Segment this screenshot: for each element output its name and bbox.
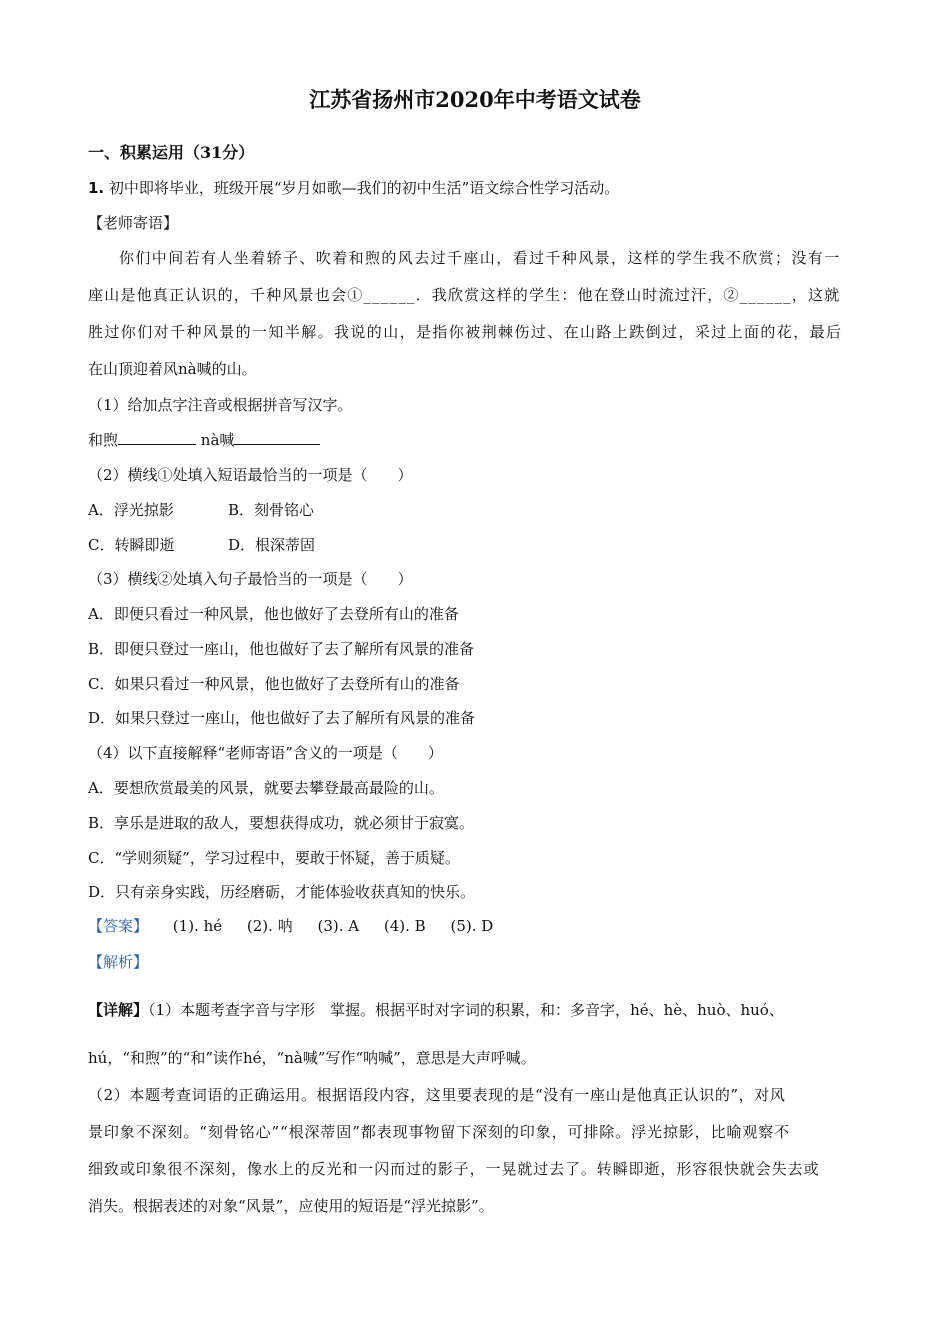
detail-line (88, 1000, 784, 1020)
question-number: 1. (88, 179, 105, 197)
option: B．即便只登过一座山，他也做好了去了解所有风景的准备 (88, 640, 475, 658)
passage-line: 胜过你们对千种风景的一知半解。我说的山，是指你被荆棘伤过、在山路上跌倒过，采过上面的花，最后 (88, 323, 843, 341)
sub-question-3: （3）横线②处填入句子最恰当的一项是（ ） (88, 570, 413, 588)
option: B．享乐是进取的敌人，要想获得成功，就必须甘于寂寞。 (88, 814, 475, 832)
sub-question-4: （4）以下直接解释“老师寄语”含义的一项是（ ） (88, 744, 443, 762)
answer-item: (2). 呐 (246, 917, 293, 935)
answer-blank (234, 430, 320, 445)
explain-line: 细致或印象很不深刻，像水上的反光和一闪而过的影子，一晃就过去了。转瞬即逝，形容很快就会失去或 (88, 1160, 820, 1178)
answer-item: (3). A (317, 917, 360, 935)
detail-text: （1）本题考查字音与字形 掌握。根据平时对字词的积累，和：多音字，hé、hè、huò、huó、 (148, 1001, 784, 1019)
passage-line: 你们中间若有人坐着轿子、吹着和煦的风去过千座山，看过千种风景，这样的学生我不欣赏；没有一 (119, 249, 841, 267)
option: D．根深蒂固 (228, 536, 316, 554)
option: C．“学则须疑”，学习过程中，要敢于怀疑，善于质疑。 (88, 849, 460, 867)
answer-blank (118, 430, 196, 445)
explain-line: （2）本题考查词语的正确运用。根据语段内容，这里要表现的是“没有一座山是他真正认识的”，对风 (88, 1086, 786, 1104)
option: B．刻骨铭心 (228, 501, 315, 519)
answer-row (88, 916, 493, 936)
answer-item: (4). B (383, 917, 426, 935)
option: D．只有亲身实践，历经磨砺，才能体验收获真知的快乐。 (88, 883, 476, 901)
answer-item: (5). D (450, 917, 494, 935)
page-title: 江苏省扬州市2020年中考语文试卷 (309, 87, 641, 112)
fill-label-a: 和煦 (88, 431, 119, 449)
answer-item: (1). hé (172, 917, 223, 935)
option: C．如果只看过一种风景，他也做好了去登所有山的准备 (88, 675, 460, 693)
explain-line: 景印象不深刻。“刻骨铭心”“根深蒂固”都表现事物留下深刻的印象，可排除。浮光掠影，比喻观察不 (88, 1123, 791, 1141)
option: A．浮光掠影 (88, 501, 174, 519)
question-1-stem (88, 178, 619, 198)
fill-blanks-row (88, 430, 320, 450)
detail-label: 【详解】 (88, 1001, 149, 1019)
passage-header: 【老师寄语】 (88, 214, 179, 232)
fill-label-b: nà喊 (200, 431, 235, 449)
option: D．如果只登过一座山，他也做好了去了解所有风景的准备 (88, 709, 476, 727)
section-heading: 一、积累运用（31分） (88, 143, 255, 162)
option: A．即便只看过一种风景，他也做好了去登所有山的准备 (88, 605, 459, 623)
explain-line: 消失。根据表述的对象“风景”，应使用的短语是“浮光掠影”。 (88, 1197, 494, 1215)
passage-line: 在山顶迎着风nà喊的山。 (88, 360, 257, 378)
sub-question-2: （2）横线①处填入短语最恰当的一项是（ ） (88, 466, 413, 484)
sub-question-1: （1）给加点字注音或根据拼音写汉字。 (88, 396, 353, 414)
option: A．要想欣赏最美的风景，就要去攀登最高最险的山。 (88, 779, 444, 797)
answer-label: 【答案】 (88, 917, 149, 935)
passage-line: 座山是他真正认识的，千种风景也会①______．我欣赏这样的学生：他在登山时流过汗，②______，这就 (88, 286, 841, 304)
question-stem: 初中即将毕业，班级开展“岁月如歌—我们的初中生活”语文综合性学习活动。 (108, 179, 620, 197)
option: C．转瞬即逝 (88, 536, 175, 554)
analysis-label: 【解析】 (88, 953, 149, 971)
detail-line: hú，“和煦”的“和”读作hé，“nà喊”写作“呐喊”，意思是大声呼喊。 (88, 1049, 536, 1067)
